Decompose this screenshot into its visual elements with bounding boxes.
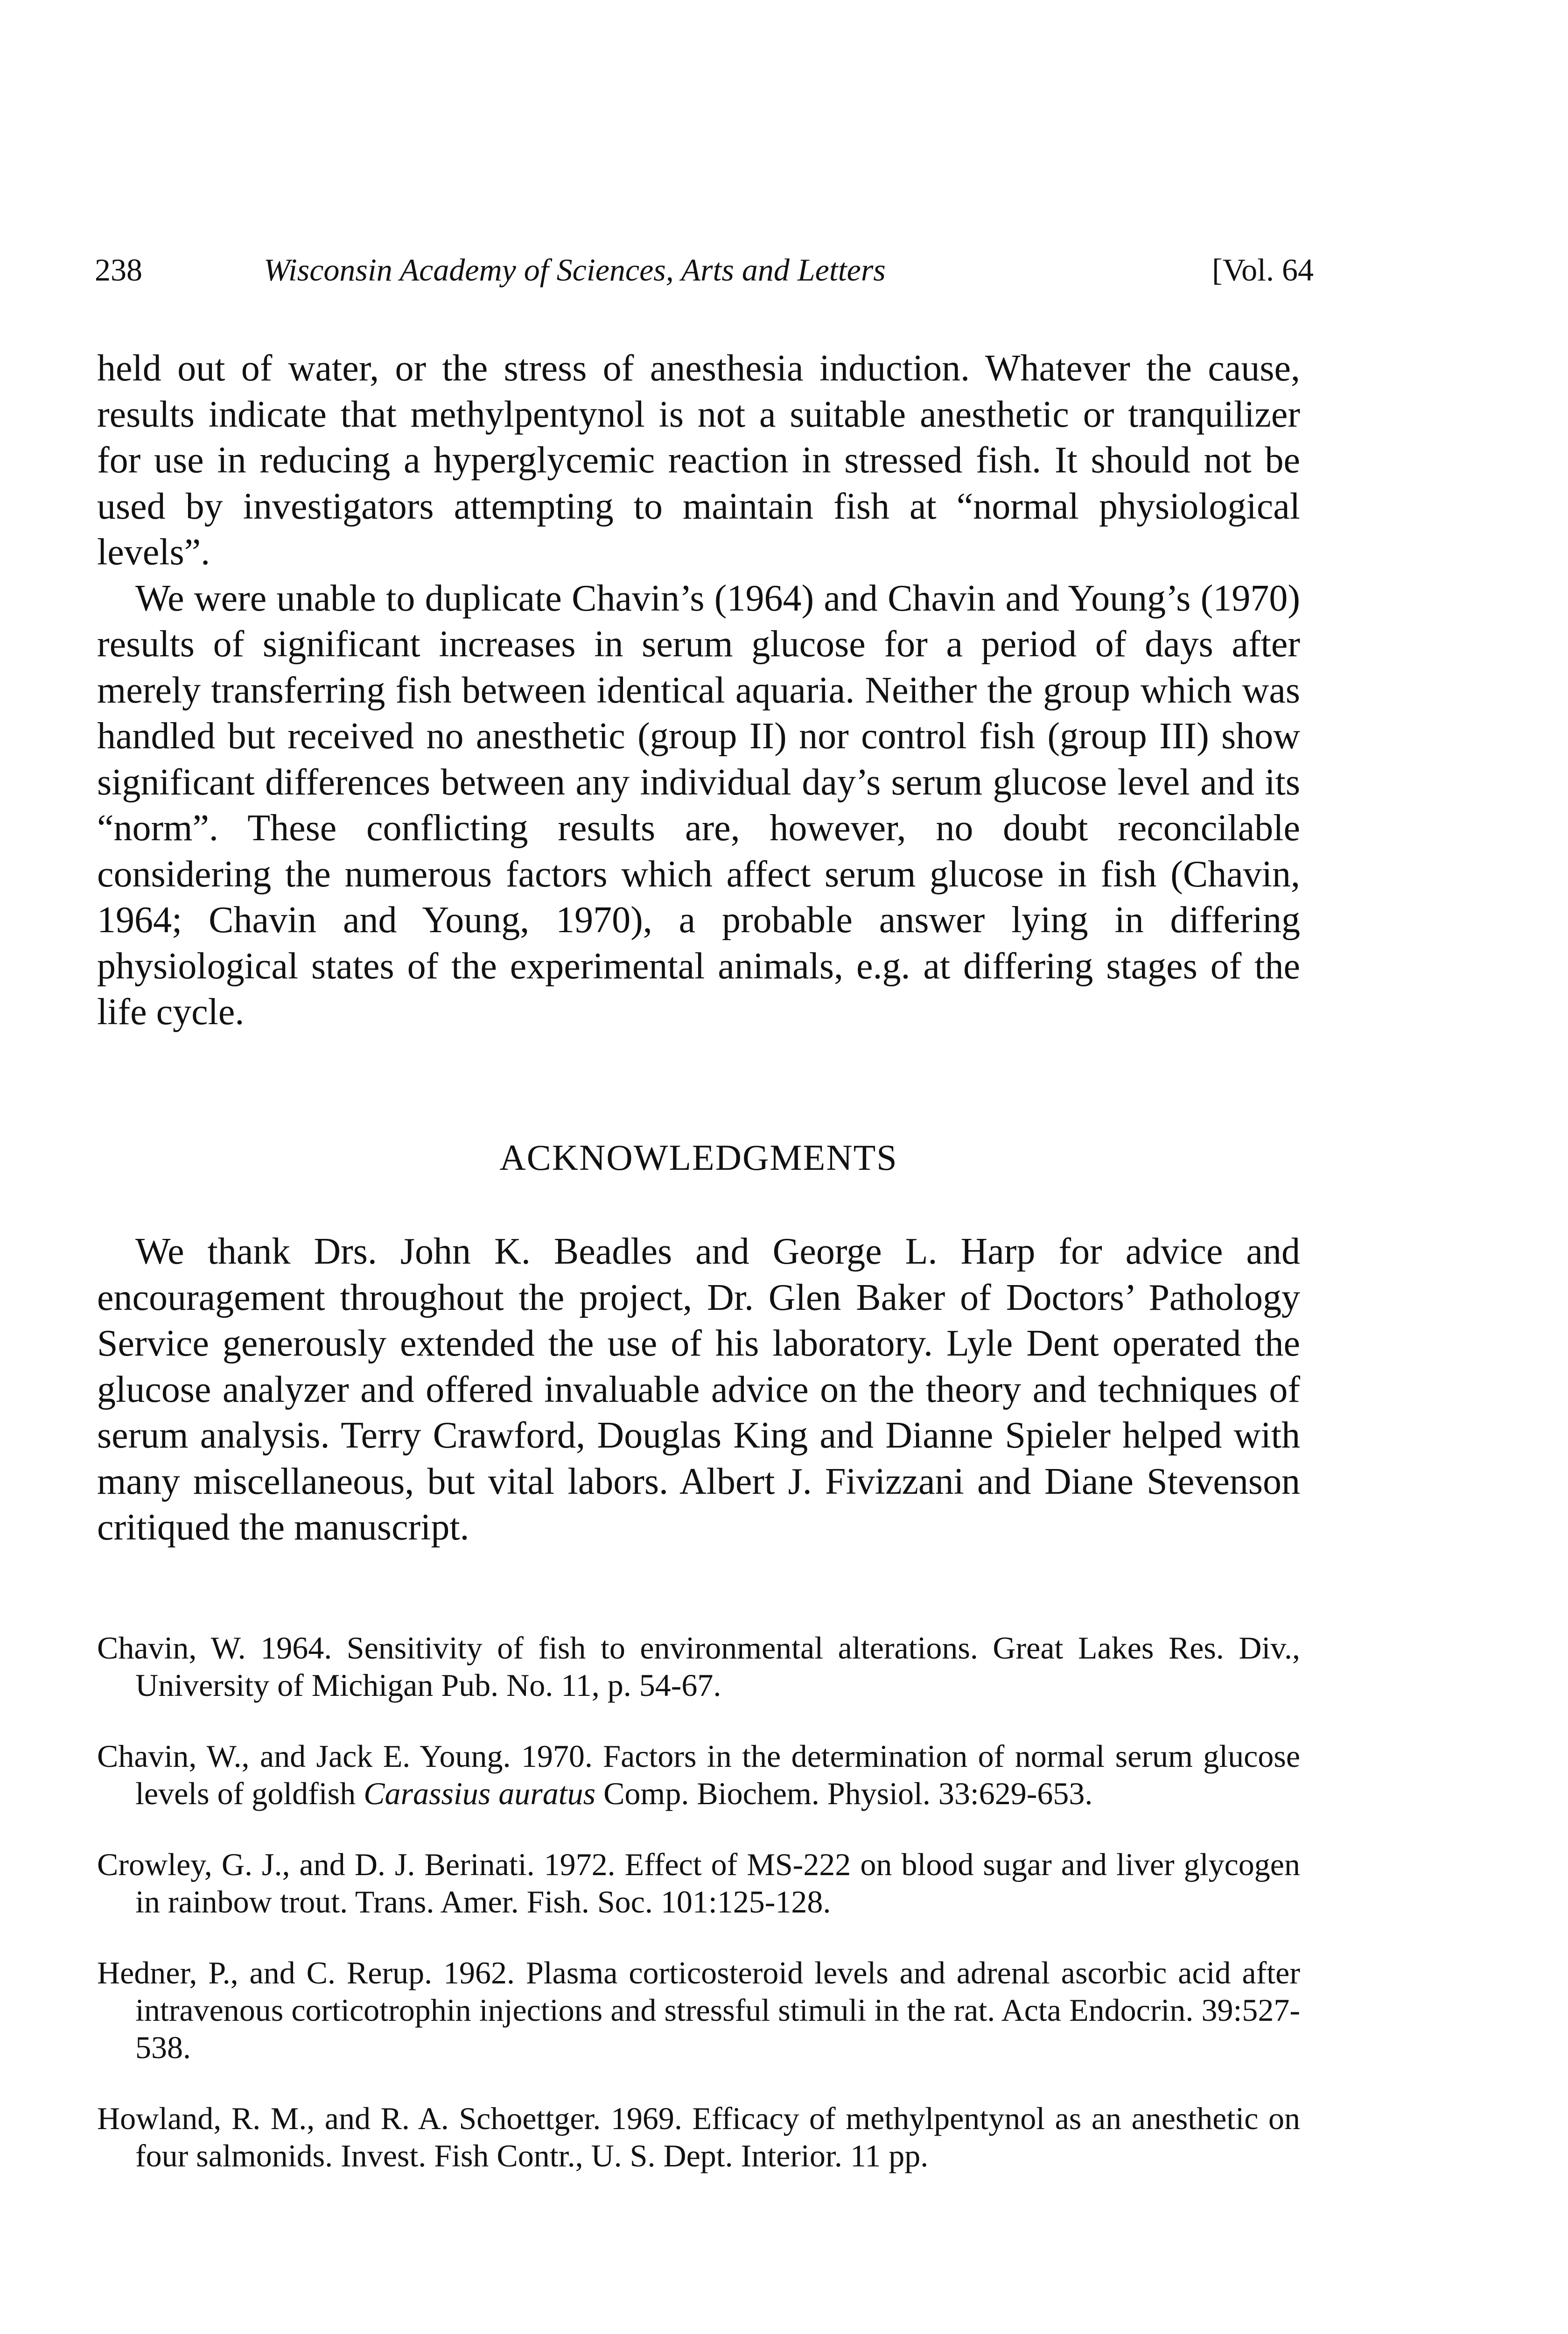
- journal-title: Wisconsin Academy of Sciences, Arts and Letters: [264, 252, 886, 288]
- references-list: [97, 1629, 1300, 2208]
- species-name: Carassius auratus: [364, 1776, 596, 1811]
- acknowledgments-text: [97, 1229, 1300, 1551]
- reference-item: [97, 1737, 1300, 1812]
- paragraph: We thank Drs. John K. Beadles and George L. Harp for advice and encouragement throughout the project, Dr. Glen Baker of Doctors’ Pathology Service generously extended the use of his laboratory. Lyle Dent operated the glucose analyzer and offered invaluable advice on the theory and techniques of serum analysis. Terry Crawford, Douglas King and Dianne Spieler helped with many miscellaneous, but vital labors. Albert J. Fivizzani and Diane Stevenson critiqued the manuscript.: [97, 1231, 1300, 1548]
- reference-text: Chavin, W., and Jack E. Young. 1970. Factors in the determination of normal serum glucose levels of goldfish: [97, 1738, 1300, 1811]
- section-heading: ACKNOWLEDGMENTS: [499, 1137, 898, 1178]
- reference-item: Hedner, P., and C. Rerup. 1962. Plasma corticosteroid levels and adrenal ascorbic acid after intravenous corticotrophin injections and stressful stimuli in the rat. Acta Endocrin. 39:527-538.: [97, 1955, 1300, 2065]
- volume-label: [Vol. 64: [1212, 252, 1314, 288]
- reference-item: Crowley, G. J., and D. J. Berinati. 1972. Effect of MS-222 on blood sugar and liver glycogen in rainbow trout. Trans. Amer. Fish. Soc. 101:125-128.: [97, 1847, 1300, 1919]
- body-text: [97, 345, 1300, 1035]
- running-head: [95, 246, 1314, 293]
- page-number: 238: [95, 252, 142, 288]
- reference-text: Comp. Biochem. Physiol. 33:629-653.: [595, 1776, 1093, 1811]
- paragraph: We were unable to duplicate Chavin’s (1964) and Chavin and Young’s (1970) results of significant increases in serum glucose for a period of days after merely transferring fish between identical aquaria. Neither the group which was handled but received no anesthetic (group II) nor control fish (group III) show significant differences between any individual day’s serum glucose level and its “norm”. These conflicting results are, however, no doubt reconcilable considering the numerous factors which affect serum glucose in fish (Chavin, 1964; Chavin and Young, 1970), a probable answer lying in differing physiological states of the experimental animals, e.g. at differing stages of the life cycle.: [97, 577, 1300, 1033]
- paragraph-continued: held out of water, or the stress of anesthesia induction. Whatever the cause, results indicate that methylpentynol is not a suitable anesthetic or tranquilizer for use in reducing a hyperglycemic reaction in stressed fish. It should not be used by investigators attempting to maintain fish at “normal physiological levels”.: [97, 348, 1300, 573]
- reference-item: Chavin, W. 1964. Sensitivity of fish to environmental alterations. Great Lakes Res. Div., University of Michigan Pub. No. 11, p. 54-67.: [97, 1630, 1300, 1703]
- reference-item: Howland, R. M., and R. A. Schoettger. 1969. Efficacy of methylpentynol as an anesthetic on four salmonids. Invest. Fish Contr., U. S. Dept. Interior. 11 pp.: [97, 2101, 1300, 2173]
